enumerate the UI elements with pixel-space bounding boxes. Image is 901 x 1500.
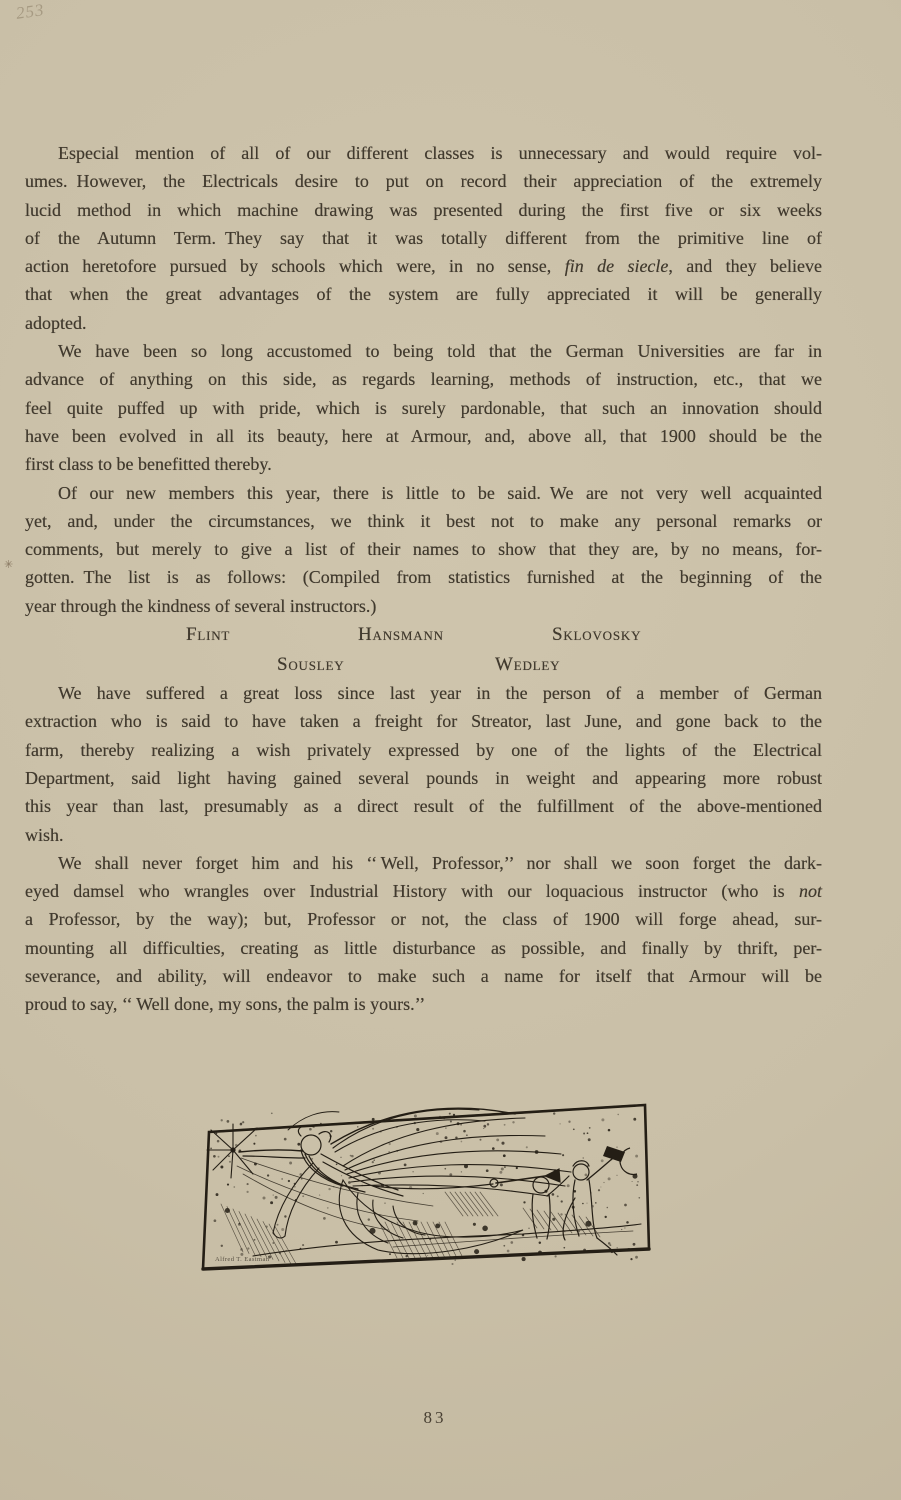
text-line: eyed damsel who wrangles over Industrial History with our loquacious instructor (who is not <box>25 881 822 902</box>
text-line: umes. However, the Electricals desire to put on record their appreciation of the extremely <box>25 171 822 192</box>
text-line: a Professor, by the way); but, Professor or not, the class of 1900 will forge ahead, sur- <box>25 909 822 930</box>
text-line: extraction who is said to have taken a freight for Streator, last June, and gone back to the <box>25 711 822 732</box>
text-line: this year than last, presumably as a direct result of the fulfillment of the above-mentioned <box>25 796 822 817</box>
text-line: comments, but merely to give a list of their names to show that they are, by no means, for- <box>25 539 822 560</box>
text-line: year through the kindness of several instructors.) <box>25 595 377 616</box>
text-line: advance of anything on this side, as regards learning, methods of instruction, etc., that we <box>25 369 822 390</box>
child-figures <box>532 1146 625 1255</box>
text-line: gotten. The list is as follows: (Compiled from statistics furnished at the beginning of the <box>25 567 822 588</box>
student-name: Flint <box>186 624 231 646</box>
text-line: Department, said light having gained several pounds in weight and appearing more robust <box>25 767 822 788</box>
text-line: proud to say, ‘‘ Well done, my sons, the palm is yours.’’ <box>25 994 426 1015</box>
student-name: Wedley <box>495 653 561 675</box>
text-line: severance, and ability, will endeavor to make such a name for itself that Armour will be <box>25 966 822 987</box>
text-line: yet, and, under the circumstances, we think it best not to make any personal remarks or <box>25 510 822 531</box>
paragraph <box>25 849 822 1019</box>
angel-wings <box>288 1108 571 1196</box>
pencil-annotation: 253 <box>14 0 46 23</box>
paragraph <box>25 479 822 620</box>
student-name: Sousley <box>277 653 345 675</box>
paragraph <box>25 337 822 478</box>
student-names-row <box>25 650 822 680</box>
text-line: farm, thereby realizing a wish privately expressed by one of the lights of the Electrical <box>25 739 822 760</box>
text-line: feel quite puffed up with pride, which is surely pardonable, that such an innovation should <box>25 397 822 418</box>
artist-signature: Alfred T. Eastman <box>215 1256 270 1263</box>
margin-pencil-mark: ✳ <box>4 559 14 571</box>
text-line: wish. <box>25 824 64 845</box>
body-text <box>25 139 822 1019</box>
text-line: have been evolved in all its beauty, here at Armour, and, above all, that 1900 should be the <box>25 425 822 446</box>
text-line: that when the great advantages of the system are fully appreciated it will be generally <box>25 284 822 305</box>
angel-ink-illustration <box>193 1088 668 1284</box>
page-number: 83 <box>423 1408 447 1427</box>
text-line: We have suffered a great loss since last year in the person of a member of German <box>58 683 822 704</box>
student-name: Hansmann <box>358 624 444 646</box>
student-name: Sklovosky <box>552 624 642 646</box>
text-line: first class to be benefitted thereby. <box>25 454 272 475</box>
text-line: Especial mention of all of our different classes is unnecessary and would require vol- <box>58 143 822 163</box>
text-line: mounting all difficulties, creating as little disturbance as possible, and finally by thrift, per- <box>25 937 822 958</box>
student-names-row <box>25 620 822 650</box>
text-line: of the Autumn Term. They say that it was totally different from the primitive line of <box>25 227 822 248</box>
text-line: We shall never forget him and his ‘‘ Well, Professor,’’ nor shall we soon forget the dark- <box>58 852 822 873</box>
text-line: action heretofore pursued by schools which were, in no sense, fin de siecle, and they believe <box>25 256 823 277</box>
text-line: adopted. <box>25 312 87 333</box>
text-line: lucid method in which machine drawing was presented during the first five or six weeks <box>25 199 822 220</box>
text-line: We have been so long accustomed to being told that the German Universities are far in <box>58 341 822 362</box>
text-line: Of our new members this year, there is little to be said. We are not very well acquainted <box>58 482 822 503</box>
paragraph <box>25 139 822 337</box>
paragraph <box>25 679 822 849</box>
